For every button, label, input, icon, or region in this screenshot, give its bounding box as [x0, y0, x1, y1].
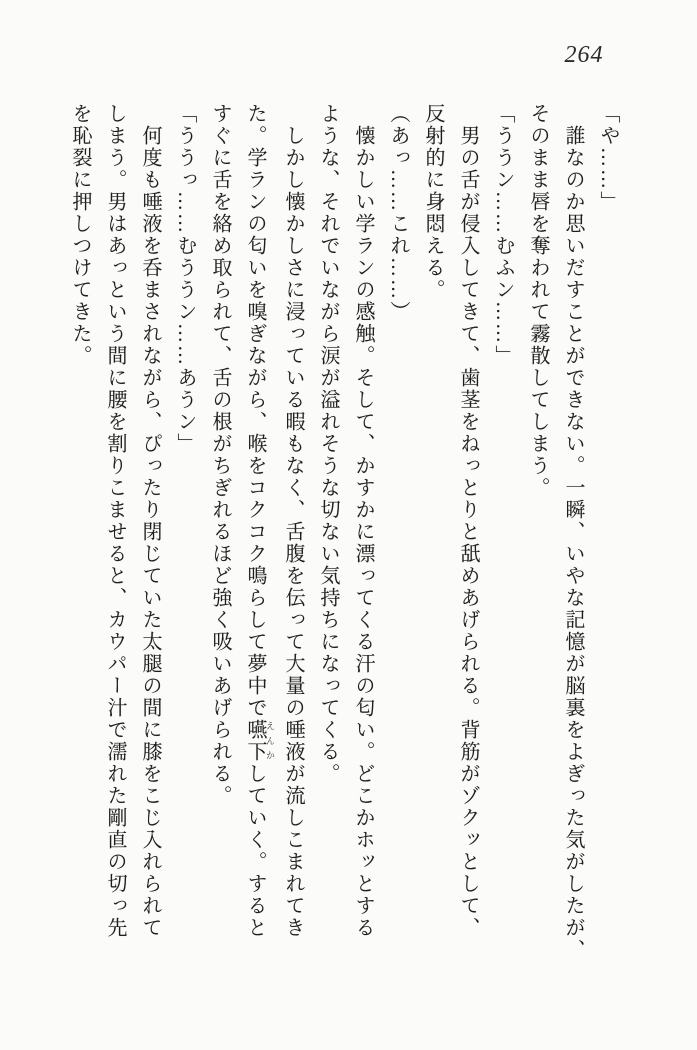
text-line: 「ううっ……むううン……あうン」	[174, 103, 196, 455]
text-line: 何度も唾液を呑まされながら、ぴったり閉じていた太腿の間に膝をこじ入れられて	[139, 103, 161, 939]
novel-text-block	[65, 103, 625, 993]
page-number: 264	[564, 42, 604, 68]
furigana: えんか	[265, 719, 275, 763]
text-line: を恥裂に押しつけてきた。	[69, 103, 91, 367]
text-line: 「や……」	[597, 103, 619, 213]
text-line: 男の舌が侵入してきて、歯茎をねっとりと舐めあげられる。背筋がゾクッとして、	[457, 103, 479, 939]
text-line: ような、それでいながら涙が溢れそうな切ない気持ちになってくる。	[317, 103, 339, 785]
text-line: た。学ランの匂いを嗅ぎながら、喉をコクコク鳴らして夢中で嚥下 えんかしていく。すると	[244, 103, 275, 939]
text-line: 懐かしい学ランの感触。そして、かすかに漂ってくる汗の匂い。どこかホッとする	[352, 103, 374, 939]
text-line: 「ううン……むふン……」	[492, 103, 514, 367]
text-line: そのまま唇を奪われて霧散してしまう。	[527, 103, 549, 499]
text-line: しかし懐かしさに浸っている暇もなく、舌腹を伝って大量の唾液が流しこまれてき	[282, 103, 304, 939]
text-line: しまう。男はあっという間に腰を割りこませると、カウパー汁で濡れた剛直の切っ先	[104, 103, 126, 939]
text-line: 誰なのか思いだすことができない。一瞬、いやな記憶が脳裏をよぎった気がしたが、	[562, 103, 584, 961]
text-line: すぐに舌を絡め取られて、舌の根がちぎれるほど強く吸いあげられる。	[209, 103, 231, 807]
text-line: 反射的に身悶える。	[422, 103, 444, 301]
ruby-annotated-word: 嚥下 えんか	[244, 719, 275, 763]
text-line: （あっ……これ……）	[387, 103, 409, 323]
